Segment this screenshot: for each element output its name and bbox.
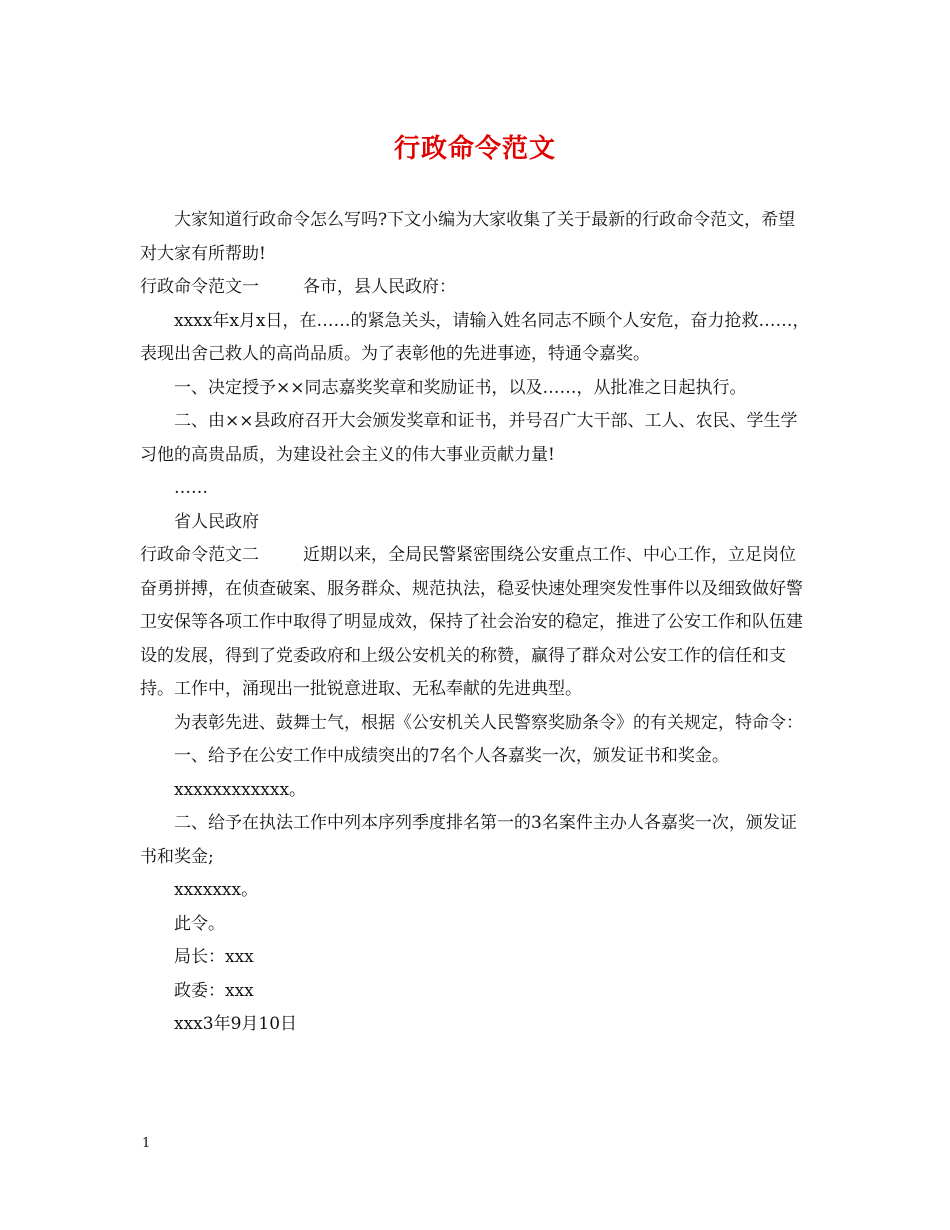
sample1-signature: 省人民政府 <box>174 511 259 532</box>
sample2-paragraph-8: 局长：xxx <box>174 947 254 967</box>
page-number: 1 <box>142 1136 151 1151</box>
sample2-label: 行政命令范文二 <box>140 545 259 565</box>
sample2-paragraph-7: 此令。 <box>174 913 225 934</box>
sample2-paragraph-6: xxxxxxx。 <box>174 880 259 900</box>
sample1-heading-line <box>140 271 810 305</box>
sample1-label: 行政命令范文一 <box>140 277 259 297</box>
sample2-paragraph-1 <box>140 539 810 707</box>
sample2-paragraph-4: xxxxxxxxxxxx。 <box>174 779 307 800</box>
sample1-ellipsis: …… <box>174 478 208 498</box>
intro-paragraph: 大家知道行政命令怎么写吗?下文小编为大家收集了关于最新的行政命令范文，希望对大家有所帮助! <box>140 210 796 264</box>
sample2-paragraph-3: 一、给予在公安工作中成绩突出的7名个人各嘉奖一次，颁发证书和奖金。 <box>174 746 729 766</box>
sample2-paragraph-2: 为表彰先进、鼓舞士气，根据《公安机关人民警察奖励条令》的有关规定，特命令： <box>174 712 803 733</box>
sample2-text-1: 近期以来，全局民警紧密围绕公安重点工作、中心工作，立足岗位奋勇拼搏，在侦查破案、服务群众、规范执法，稳妥快速处理突发性事件以及细致做好警卫安保等各项工作中取得了明显成效，保持了社会治安的稳定，推进了公安工作和队伍建设的发展，得到了党委政府和上级公安机关的称赞，赢得了群众对公安工作的信任和支持。工作中，涌现出一批锐意进取、无私奉献的先进典型。 <box>140 545 803 699</box>
sample1-addressee: 各市，县人民政府： <box>303 277 456 297</box>
document-body <box>140 204 810 1042</box>
sample1-paragraph-3: 二、由××县政府召开大会颁发奖章和证书，并号召广大干部、工人、农民、学生学习他的高贵品质，为建设社会主义的伟大事业贡献力量! <box>140 411 798 465</box>
sample2-date: xxx3年9月10日 <box>174 1014 298 1034</box>
sample2-paragraph-9: 政委：xxx <box>174 980 254 1001</box>
sample1-paragraph-2: 一、决定授予××同志嘉奖奖章和奖励证书，以及……，从批准之日起执行。 <box>174 377 747 398</box>
sample2-paragraph-5: 二、给予在执法工作中列本序列季度排名第一的3名案件主办人各嘉奖一次，颁发证书和奖金; <box>140 813 797 867</box>
sample1-paragraph-1: xxxx年x月x日，在……的紧急关头，请输入姓名同志不顾个人安危，奋力抢救……，表现出舍己救人的高尚品质。为了表彰他的先进事迹，特通令嘉奖。 <box>140 310 810 364</box>
document-title: 行政命令范文 <box>393 134 556 164</box>
